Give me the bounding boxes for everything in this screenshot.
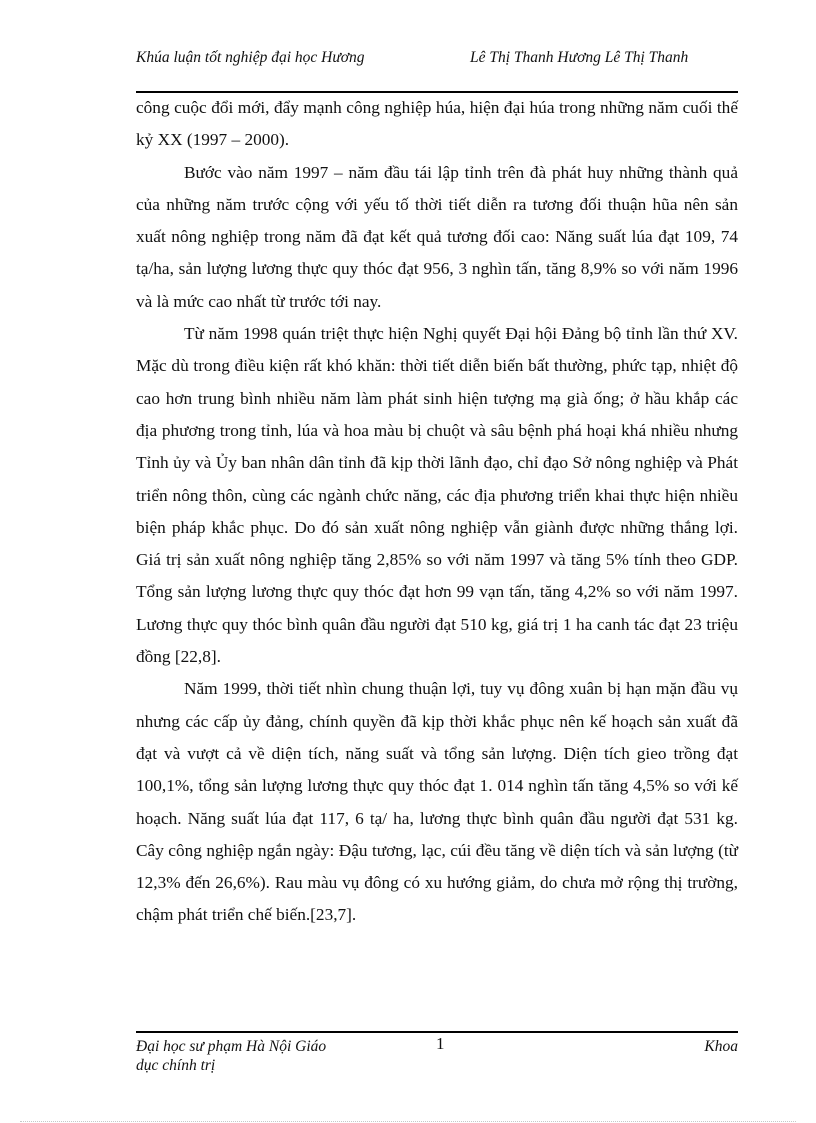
footer-university: Đại học sư phạm Hà Nội Giáo dục chính trị — [136, 1038, 327, 1074]
paragraph-continuation: công cuộc đổi mới, đẩy mạnh công nghiệp húa, hiện đại húa trong những năm cuối thế kỷ XX (1997 – 2000). — [136, 98, 738, 150]
paragraph-1998: Từ năm 1998 quán triệt thực hiện Nghị quyết Đại hội Đảng bộ tỉnh lần thứ XV. Mặc dù trong điều kiện rất khó khăn: thời tiết diễn biến bất thường, phức tạp, nhiệt độ cao hơn trung bình nhiều năm làm phát sinh hiện tượng mạ già ống; ở hầu khắp các địa phương trong tỉnh, lúa và hoa màu bị chuột và sâu bệnh phá hoại khá nhiều nhưng Tỉnh ủy và Ủy ban nhân dân tỉnh đã kịp thời lãnh đạo, chỉ đạo Sở nông nghiệp và Phát triển nông thôn, cùng các ngành chức năng, các địa phương triển khai thực hiện nhiều biện pháp khắc phục. Do đó sản xuất nông nghiệp vẫn giành được những thắng lợi. Giá trị sản xuất nông nghiệp tăng 2,85% so với năm 1997 và tăng 5% tính theo GDP. Tổng sản lượng lương thực quy thóc đạt hơn 99 vạn tấn, tăng 4,2% so với năm 1997. Lương thực quy thóc bình quân đầu người đạt 510 kg, giá trị 1 ha canh tác đạt 23 triệu đồng [22,8]. — [136, 324, 738, 667]
page-bottom-edge — [20, 1121, 796, 1122]
page-footer — [136, 1034, 738, 1077]
paragraph-1999: Năm 1999, thời tiết nhìn chung thuận lợi, tuy vụ đông xuân bị hạn mặn đầu vụ nhưng các cấp ủy đảng, chính quyền đã kịp thời khắc phục nên kế hoạch sản xuất đã đạt và vượt cả về diện tích, năng suất và tổng sản lượng. Diện tích gieo trồng đạt 100,1%, tổng sản lượng lương thực quy thóc đạt 1. 014 nghìn tấn tăng 4,5% so với kế hoạch. Năng suất lúa đạt 117, 6 tạ/ ha, lương thực bình quân đầu người đạt 531 kg. Cây công nghiệp ngắn ngày: Đậu tương, lạc, cúi đều tăng về diện tích và sản lượng (từ 12,3% đến 26,6%). Rau màu vụ đông có xu hướng giảm, do chưa mở rộng thị trường, chậm phát triển chế biến.[23,7]. — [136, 679, 738, 925]
page-header — [136, 48, 738, 92]
page-number: 1 — [436, 1034, 445, 1053]
header-author: Lê Thị Thanh Hương Lê Thị Thanh — [470, 49, 689, 66]
document-body — [136, 92, 738, 932]
paragraph-1997: Bước vào năm 1997 – năm đầu tái lập tỉnh trên đà phát huy những thành quả của những năm trước cộng với yếu tố thời tiết diễn ra tương đối thuận hũa nên sản xuất nông nghiệp trong năm đã đạt kết quả tương đối cao: Năng suất lúa đạt 109, 74 tạ/ha, sản lượng lương thực quy thóc đạt 956, 3 nghìn tấn, tăng 8,9% so với năm 1996 và là mức cao nhất từ trước tới nay. — [136, 162, 738, 311]
header-thesis-title: Khúa luận tốt nghiệp đại học Hương — [136, 49, 365, 66]
footer-faculty: Khoa — [704, 1038, 738, 1055]
footer-divider — [136, 1031, 738, 1033]
